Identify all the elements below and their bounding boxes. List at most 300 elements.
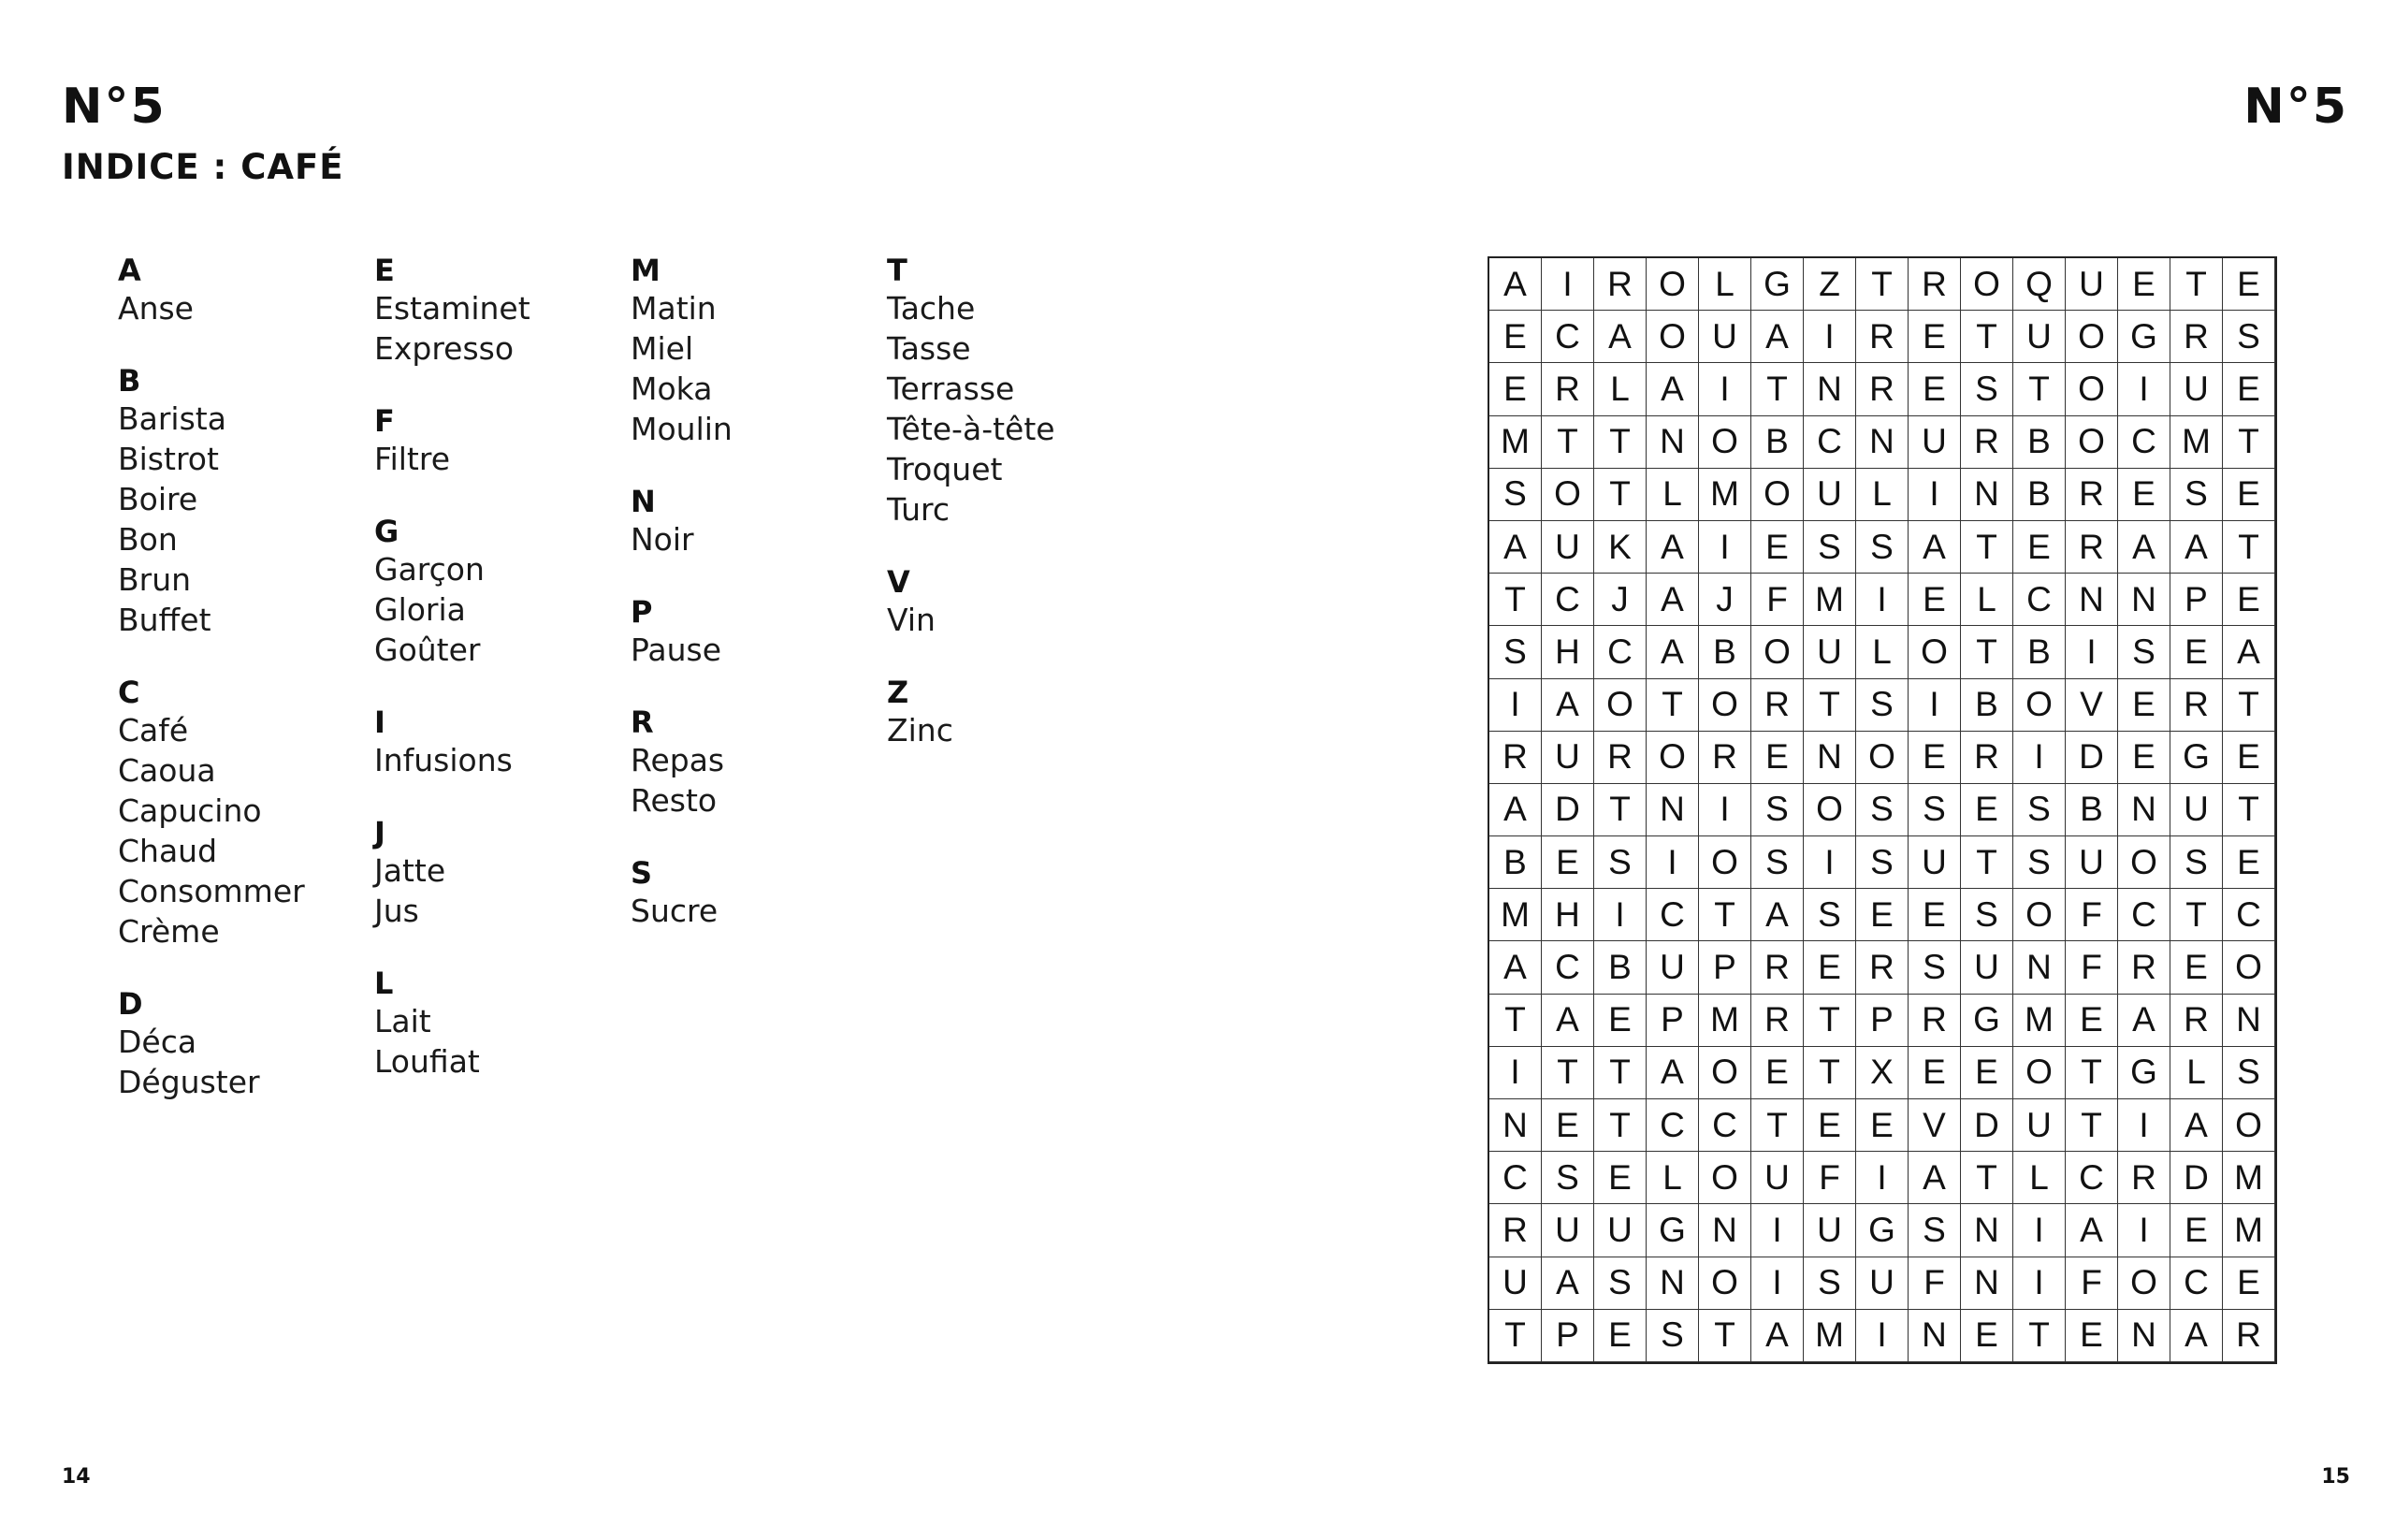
- grid-cell[interactable]: R: [1594, 732, 1647, 784]
- grid-cell[interactable]: R: [2170, 311, 2223, 363]
- grid-cell[interactable]: S: [1856, 521, 1909, 574]
- grid-cell[interactable]: I: [2013, 1257, 2066, 1310]
- grid-cell[interactable]: U: [2170, 784, 2223, 836]
- grid-cell[interactable]: A: [1647, 1047, 1699, 1099]
- grid-cell[interactable]: O: [1594, 679, 1647, 732]
- grid-cell[interactable]: G: [2118, 1047, 2170, 1099]
- grid-cell[interactable]: O: [1647, 258, 1699, 311]
- grid-cell[interactable]: I: [2118, 1099, 2170, 1152]
- grid-cell[interactable]: I: [1647, 836, 1699, 889]
- grid-cell[interactable]: O: [2013, 1047, 2066, 1099]
- grid-cell[interactable]: I: [1542, 258, 1594, 311]
- grid-cell[interactable]: S: [1909, 941, 1961, 994]
- grid-cell[interactable]: V: [2066, 679, 2118, 732]
- grid-cell[interactable]: A: [1647, 363, 1699, 415]
- grid-cell[interactable]: Z: [1804, 258, 1856, 311]
- grid-cell[interactable]: X: [1856, 1047, 1909, 1099]
- grid-cell[interactable]: E: [1542, 836, 1594, 889]
- grid-cell[interactable]: D: [1542, 784, 1594, 836]
- grid-cell[interactable]: T: [2013, 363, 2066, 415]
- grid-cell[interactable]: U: [1856, 1257, 1909, 1310]
- grid-cell[interactable]: F: [2066, 1257, 2118, 1310]
- grid-cell[interactable]: S: [1751, 784, 1804, 836]
- grid-cell[interactable]: M: [1699, 469, 1751, 521]
- grid-cell[interactable]: U: [2013, 1099, 2066, 1152]
- grid-cell[interactable]: O: [2118, 836, 2170, 889]
- grid-cell[interactable]: U: [1804, 626, 1856, 678]
- grid-cell[interactable]: R: [1856, 941, 1909, 994]
- grid-cell[interactable]: T: [1594, 416, 1647, 469]
- grid-cell[interactable]: S: [1489, 469, 1542, 521]
- grid-cell[interactable]: S: [1594, 836, 1647, 889]
- grid-cell[interactable]: N: [1647, 1257, 1699, 1310]
- grid-cell[interactable]: A: [1909, 521, 1961, 574]
- grid-cell[interactable]: G: [2170, 732, 2223, 784]
- grid-cell[interactable]: T: [1804, 995, 1856, 1047]
- grid-cell[interactable]: A: [1594, 311, 1647, 363]
- grid-cell[interactable]: B: [2013, 469, 2066, 521]
- grid-cell[interactable]: R: [1542, 363, 1594, 415]
- grid-cell[interactable]: J: [1699, 574, 1751, 626]
- grid-cell[interactable]: N: [2118, 574, 2170, 626]
- grid-cell[interactable]: U: [1751, 1152, 1804, 1204]
- grid-cell[interactable]: J: [1594, 574, 1647, 626]
- grid-cell[interactable]: Q: [2013, 258, 2066, 311]
- grid-cell[interactable]: C: [1542, 574, 1594, 626]
- grid-cell[interactable]: O: [1699, 1047, 1751, 1099]
- grid-cell[interactable]: U: [1699, 311, 1751, 363]
- grid-cell[interactable]: P: [2170, 574, 2223, 626]
- grid-cell[interactable]: S: [1804, 521, 1856, 574]
- grid-cell[interactable]: T: [2170, 889, 2223, 941]
- grid-cell[interactable]: T: [1961, 626, 2013, 678]
- grid-cell[interactable]: I: [1909, 469, 1961, 521]
- grid-cell[interactable]: I: [1856, 1152, 1909, 1204]
- grid-cell[interactable]: G: [1751, 258, 1804, 311]
- grid-cell[interactable]: L: [1856, 626, 1909, 678]
- grid-cell[interactable]: V: [1909, 1099, 1961, 1152]
- grid-cell[interactable]: R: [1961, 416, 2013, 469]
- grid-cell[interactable]: I: [1699, 363, 1751, 415]
- grid-cell[interactable]: E: [2223, 836, 2275, 889]
- grid-cell[interactable]: B: [1594, 941, 1647, 994]
- grid-cell[interactable]: M: [2013, 995, 2066, 1047]
- grid-cell[interactable]: S: [2118, 626, 2170, 678]
- grid-cell[interactable]: L: [1856, 469, 1909, 521]
- grid-cell[interactable]: R: [1751, 679, 1804, 732]
- grid-cell[interactable]: O: [1909, 626, 1961, 678]
- grid-cell[interactable]: T: [1699, 889, 1751, 941]
- grid-cell[interactable]: R: [1489, 732, 1542, 784]
- grid-cell[interactable]: E: [1594, 1310, 1647, 1362]
- grid-cell[interactable]: E: [2118, 679, 2170, 732]
- grid-cell[interactable]: S: [1961, 363, 2013, 415]
- grid-cell[interactable]: K: [1594, 521, 1647, 574]
- grid-cell[interactable]: S: [2170, 469, 2223, 521]
- grid-cell[interactable]: T: [2013, 1310, 2066, 1362]
- grid-cell[interactable]: I: [1804, 311, 1856, 363]
- grid-cell[interactable]: S: [1804, 1257, 1856, 1310]
- grid-cell[interactable]: R: [2170, 995, 2223, 1047]
- grid-cell[interactable]: L: [1594, 363, 1647, 415]
- grid-cell[interactable]: A: [2170, 1310, 2223, 1362]
- grid-cell[interactable]: I: [1594, 889, 1647, 941]
- grid-cell[interactable]: T: [2066, 1047, 2118, 1099]
- grid-cell[interactable]: M: [1804, 574, 1856, 626]
- grid-cell[interactable]: M: [1489, 889, 1542, 941]
- grid-cell[interactable]: F: [1751, 574, 1804, 626]
- grid-cell[interactable]: R: [1909, 995, 1961, 1047]
- grid-cell[interactable]: E: [2118, 469, 2170, 521]
- grid-cell[interactable]: O: [2066, 311, 2118, 363]
- grid-cell[interactable]: A: [1751, 1310, 1804, 1362]
- grid-cell[interactable]: S: [1647, 1310, 1699, 1362]
- grid-cell[interactable]: E: [1856, 1099, 1909, 1152]
- grid-cell[interactable]: E: [2170, 626, 2223, 678]
- grid-cell[interactable]: E: [1909, 1047, 1961, 1099]
- grid-cell[interactable]: O: [1699, 679, 1751, 732]
- grid-cell[interactable]: T: [1594, 469, 1647, 521]
- grid-cell[interactable]: S: [1489, 626, 1542, 678]
- grid-cell[interactable]: E: [2223, 732, 2275, 784]
- grid-cell[interactable]: E: [1542, 1099, 1594, 1152]
- grid-cell[interactable]: O: [2223, 1099, 2275, 1152]
- grid-cell[interactable]: C: [1542, 941, 1594, 994]
- grid-cell[interactable]: T: [1804, 679, 1856, 732]
- grid-cell[interactable]: I: [1699, 521, 1751, 574]
- grid-cell[interactable]: T: [1961, 836, 2013, 889]
- grid-cell[interactable]: I: [1699, 784, 1751, 836]
- grid-cell[interactable]: U: [1489, 1257, 1542, 1310]
- grid-cell[interactable]: T: [1751, 1099, 1804, 1152]
- grid-cell[interactable]: O: [2223, 941, 2275, 994]
- grid-cell[interactable]: O: [1699, 1257, 1751, 1310]
- grid-cell[interactable]: S: [2170, 836, 2223, 889]
- grid-cell[interactable]: I: [2066, 626, 2118, 678]
- grid-cell[interactable]: L: [2170, 1047, 2223, 1099]
- grid-cell[interactable]: N: [1961, 469, 2013, 521]
- grid-cell[interactable]: R: [2066, 469, 2118, 521]
- grid-cell[interactable]: C: [1594, 626, 1647, 678]
- grid-cell[interactable]: U: [1542, 521, 1594, 574]
- grid-cell[interactable]: E: [1909, 363, 1961, 415]
- grid-cell[interactable]: P: [1856, 995, 1909, 1047]
- grid-cell[interactable]: B: [2066, 784, 2118, 836]
- grid-cell[interactable]: A: [1751, 311, 1804, 363]
- grid-cell[interactable]: R: [2066, 521, 2118, 574]
- grid-cell[interactable]: R: [2118, 1152, 2170, 1204]
- grid-cell[interactable]: E: [1804, 941, 1856, 994]
- grid-cell[interactable]: O: [1961, 258, 2013, 311]
- grid-cell[interactable]: A: [2223, 626, 2275, 678]
- grid-cell[interactable]: E: [2223, 1257, 2275, 1310]
- grid-cell[interactable]: M: [1699, 995, 1751, 1047]
- grid-cell[interactable]: A: [1489, 258, 1542, 311]
- grid-cell[interactable]: C: [1804, 416, 1856, 469]
- grid-cell[interactable]: R: [1961, 732, 2013, 784]
- grid-cell[interactable]: L: [2013, 1152, 2066, 1204]
- grid-cell[interactable]: R: [1699, 732, 1751, 784]
- grid-cell[interactable]: E: [1594, 1152, 1647, 1204]
- grid-cell[interactable]: R: [1909, 258, 1961, 311]
- grid-cell[interactable]: E: [2013, 521, 2066, 574]
- grid-cell[interactable]: I: [2013, 732, 2066, 784]
- grid-cell[interactable]: A: [1542, 1257, 1594, 1310]
- grid-cell[interactable]: I: [2118, 1204, 2170, 1257]
- grid-cell[interactable]: N: [2223, 995, 2275, 1047]
- grid-cell[interactable]: E: [2223, 258, 2275, 311]
- grid-cell[interactable]: U: [2066, 258, 2118, 311]
- grid-cell[interactable]: C: [2013, 574, 2066, 626]
- grid-cell[interactable]: O: [2066, 416, 2118, 469]
- grid-cell[interactable]: N: [1909, 1310, 1961, 1362]
- grid-cell[interactable]: T: [1647, 679, 1699, 732]
- grid-cell[interactable]: E: [2066, 995, 2118, 1047]
- grid-cell[interactable]: R: [2223, 1310, 2275, 1362]
- grid-cell[interactable]: E: [1751, 1047, 1804, 1099]
- grid-cell[interactable]: I: [1489, 1047, 1542, 1099]
- grid-cell[interactable]: A: [1909, 1152, 1961, 1204]
- grid-cell[interactable]: T: [1961, 1152, 2013, 1204]
- grid-cell[interactable]: D: [2170, 1152, 2223, 1204]
- grid-cell[interactable]: S: [1909, 784, 1961, 836]
- grid-cell[interactable]: B: [1489, 836, 1542, 889]
- grid-cell[interactable]: T: [2066, 1099, 2118, 1152]
- grid-cell[interactable]: U: [1804, 1204, 1856, 1257]
- grid-cell[interactable]: G: [2118, 311, 2170, 363]
- grid-cell[interactable]: S: [1594, 1257, 1647, 1310]
- grid-cell[interactable]: L: [1647, 1152, 1699, 1204]
- grid-cell[interactable]: U: [2013, 311, 2066, 363]
- grid-cell[interactable]: A: [2118, 521, 2170, 574]
- grid-cell[interactable]: N: [1699, 1204, 1751, 1257]
- grid-cell[interactable]: B: [1961, 679, 2013, 732]
- grid-cell[interactable]: T: [1489, 574, 1542, 626]
- grid-cell[interactable]: R: [1594, 258, 1647, 311]
- grid-cell[interactable]: E: [1909, 889, 1961, 941]
- grid-cell[interactable]: T: [2223, 679, 2275, 732]
- grid-cell[interactable]: E: [1909, 574, 1961, 626]
- grid-cell[interactable]: U: [1594, 1204, 1647, 1257]
- grid-cell[interactable]: E: [1856, 889, 1909, 941]
- grid-cell[interactable]: T: [1489, 995, 1542, 1047]
- grid-cell[interactable]: O: [1699, 416, 1751, 469]
- grid-cell[interactable]: S: [2223, 1047, 2275, 1099]
- grid-cell[interactable]: U: [1542, 732, 1594, 784]
- grid-cell[interactable]: E: [1961, 1047, 2013, 1099]
- grid-cell[interactable]: N: [1489, 1099, 1542, 1152]
- grid-cell[interactable]: E: [2170, 1204, 2223, 1257]
- grid-cell[interactable]: O: [2118, 1257, 2170, 1310]
- grid-cell[interactable]: I: [2118, 363, 2170, 415]
- grid-cell[interactable]: C: [1647, 889, 1699, 941]
- grid-cell[interactable]: E: [2118, 258, 2170, 311]
- grid-cell[interactable]: O: [1699, 1152, 1751, 1204]
- grid-cell[interactable]: T: [1489, 1310, 1542, 1362]
- grid-cell[interactable]: N: [1647, 784, 1699, 836]
- grid-cell[interactable]: G: [1647, 1204, 1699, 1257]
- grid-cell[interactable]: O: [1751, 626, 1804, 678]
- grid-cell[interactable]: C: [1647, 1099, 1699, 1152]
- grid-cell[interactable]: S: [1856, 784, 1909, 836]
- grid-cell[interactable]: O: [1647, 311, 1699, 363]
- grid-cell[interactable]: E: [1909, 311, 1961, 363]
- grid-cell[interactable]: O: [2066, 363, 2118, 415]
- grid-cell[interactable]: N: [1856, 416, 1909, 469]
- grid-cell[interactable]: N: [2066, 574, 2118, 626]
- grid-cell[interactable]: O: [1804, 784, 1856, 836]
- grid-cell[interactable]: E: [2170, 941, 2223, 994]
- grid-cell[interactable]: O: [1542, 469, 1594, 521]
- grid-cell[interactable]: T: [2223, 784, 2275, 836]
- grid-cell[interactable]: E: [2223, 469, 2275, 521]
- grid-cell[interactable]: R: [2118, 941, 2170, 994]
- grid-cell[interactable]: T: [1594, 1099, 1647, 1152]
- grid-cell[interactable]: U: [1909, 836, 1961, 889]
- grid-cell[interactable]: U: [2170, 363, 2223, 415]
- grid-cell[interactable]: A: [2118, 995, 2170, 1047]
- grid-cell[interactable]: N: [1961, 1257, 2013, 1310]
- grid-cell[interactable]: D: [1961, 1099, 2013, 1152]
- grid-cell[interactable]: A: [1489, 941, 1542, 994]
- grid-cell[interactable]: E: [1804, 1099, 1856, 1152]
- grid-cell[interactable]: O: [1751, 469, 1804, 521]
- grid-cell[interactable]: T: [1594, 1047, 1647, 1099]
- grid-cell[interactable]: E: [1489, 363, 1542, 415]
- grid-cell[interactable]: M: [2223, 1152, 2275, 1204]
- grid-cell[interactable]: E: [1909, 732, 1961, 784]
- grid-cell[interactable]: A: [1489, 521, 1542, 574]
- grid-cell[interactable]: S: [1909, 1204, 1961, 1257]
- grid-cell[interactable]: T: [2170, 258, 2223, 311]
- grid-cell[interactable]: A: [1542, 995, 1594, 1047]
- grid-cell[interactable]: B: [1699, 626, 1751, 678]
- grid-cell[interactable]: F: [1804, 1152, 1856, 1204]
- grid-cell[interactable]: I: [2013, 1204, 2066, 1257]
- grid-cell[interactable]: S: [2013, 784, 2066, 836]
- grid-cell[interactable]: N: [1804, 363, 1856, 415]
- grid-cell[interactable]: E: [2223, 363, 2275, 415]
- grid-cell[interactable]: U: [2066, 836, 2118, 889]
- grid-cell[interactable]: A: [1542, 679, 1594, 732]
- grid-cell[interactable]: A: [2066, 1204, 2118, 1257]
- grid-cell[interactable]: S: [1804, 889, 1856, 941]
- grid-cell[interactable]: M: [1804, 1310, 1856, 1362]
- grid-cell[interactable]: P: [1647, 995, 1699, 1047]
- grid-cell[interactable]: T: [2223, 416, 2275, 469]
- grid-cell[interactable]: N: [2118, 784, 2170, 836]
- grid-cell[interactable]: E: [1751, 732, 1804, 784]
- grid-cell[interactable]: N: [1961, 1204, 2013, 1257]
- grid-cell[interactable]: S: [1751, 836, 1804, 889]
- grid-cell[interactable]: I: [1751, 1257, 1804, 1310]
- grid-cell[interactable]: A: [2170, 1099, 2223, 1152]
- grid-cell[interactable]: T: [1804, 1047, 1856, 1099]
- grid-cell[interactable]: G: [1961, 995, 2013, 1047]
- grid-cell[interactable]: I: [1856, 1310, 1909, 1362]
- grid-cell[interactable]: R: [1856, 311, 1909, 363]
- grid-cell[interactable]: U: [1542, 1204, 1594, 1257]
- grid-cell[interactable]: U: [1909, 416, 1961, 469]
- grid-cell[interactable]: R: [1489, 1204, 1542, 1257]
- grid-cell[interactable]: R: [1751, 941, 1804, 994]
- grid-cell[interactable]: E: [1751, 521, 1804, 574]
- grid-cell[interactable]: O: [1647, 732, 1699, 784]
- grid-cell[interactable]: I: [1804, 836, 1856, 889]
- grid-cell[interactable]: B: [2013, 416, 2066, 469]
- grid-cell[interactable]: E: [2223, 574, 2275, 626]
- grid-cell[interactable]: A: [1647, 626, 1699, 678]
- grid-cell[interactable]: S: [1961, 889, 2013, 941]
- grid-cell[interactable]: E: [1594, 995, 1647, 1047]
- grid-cell[interactable]: H: [1542, 626, 1594, 678]
- grid-cell[interactable]: P: [1542, 1310, 1594, 1362]
- grid-cell[interactable]: H: [1542, 889, 1594, 941]
- grid-cell[interactable]: U: [1961, 941, 2013, 994]
- grid-cell[interactable]: S: [1856, 679, 1909, 732]
- grid-cell[interactable]: T: [1542, 416, 1594, 469]
- grid-cell[interactable]: S: [2223, 311, 2275, 363]
- grid-cell[interactable]: S: [2013, 836, 2066, 889]
- grid-cell[interactable]: F: [1909, 1257, 1961, 1310]
- grid-cell[interactable]: P: [1699, 941, 1751, 994]
- grid-cell[interactable]: T: [1961, 521, 2013, 574]
- grid-cell[interactable]: R: [1751, 995, 1804, 1047]
- grid-cell[interactable]: M: [1489, 416, 1542, 469]
- grid-cell[interactable]: C: [1542, 311, 1594, 363]
- grid-cell[interactable]: E: [2066, 1310, 2118, 1362]
- grid-cell[interactable]: I: [1856, 574, 1909, 626]
- grid-cell[interactable]: L: [1961, 574, 2013, 626]
- grid-cell[interactable]: I: [1909, 679, 1961, 732]
- grid-cell[interactable]: E: [1489, 311, 1542, 363]
- grid-cell[interactable]: T: [1594, 784, 1647, 836]
- grid-cell[interactable]: N: [2118, 1310, 2170, 1362]
- grid-cell[interactable]: G: [1856, 1204, 1909, 1257]
- grid-cell[interactable]: T: [1542, 1047, 1594, 1099]
- grid-cell[interactable]: R: [1856, 363, 1909, 415]
- grid-cell[interactable]: E: [2118, 732, 2170, 784]
- grid-cell[interactable]: F: [2066, 941, 2118, 994]
- grid-cell[interactable]: O: [1856, 732, 1909, 784]
- grid-cell[interactable]: A: [1751, 889, 1804, 941]
- grid-cell[interactable]: T: [1961, 311, 2013, 363]
- grid-cell[interactable]: S: [1856, 836, 1909, 889]
- grid-cell[interactable]: D: [2066, 732, 2118, 784]
- grid-cell[interactable]: A: [1489, 784, 1542, 836]
- grid-cell[interactable]: C: [1489, 1152, 1542, 1204]
- grid-cell[interactable]: T: [1751, 363, 1804, 415]
- grid-cell[interactable]: O: [2013, 889, 2066, 941]
- grid-cell[interactable]: A: [2170, 521, 2223, 574]
- grid-cell[interactable]: R: [2170, 679, 2223, 732]
- grid-cell[interactable]: B: [1751, 416, 1804, 469]
- grid-cell[interactable]: C: [1699, 1099, 1751, 1152]
- grid-cell[interactable]: T: [1856, 258, 1909, 311]
- grid-cell[interactable]: L: [1647, 469, 1699, 521]
- grid-cell[interactable]: O: [1699, 836, 1751, 889]
- grid-cell[interactable]: O: [2013, 679, 2066, 732]
- grid-cell[interactable]: S: [1542, 1152, 1594, 1204]
- grid-cell[interactable]: I: [1489, 679, 1542, 732]
- grid-cell[interactable]: C: [2223, 889, 2275, 941]
- grid-cell[interactable]: C: [2066, 1152, 2118, 1204]
- grid-cell[interactable]: C: [2118, 416, 2170, 469]
- grid-cell[interactable]: N: [1647, 416, 1699, 469]
- grid-cell[interactable]: T: [1699, 1310, 1751, 1362]
- grid-cell[interactable]: T: [2223, 521, 2275, 574]
- grid-cell[interactable]: C: [2170, 1257, 2223, 1310]
